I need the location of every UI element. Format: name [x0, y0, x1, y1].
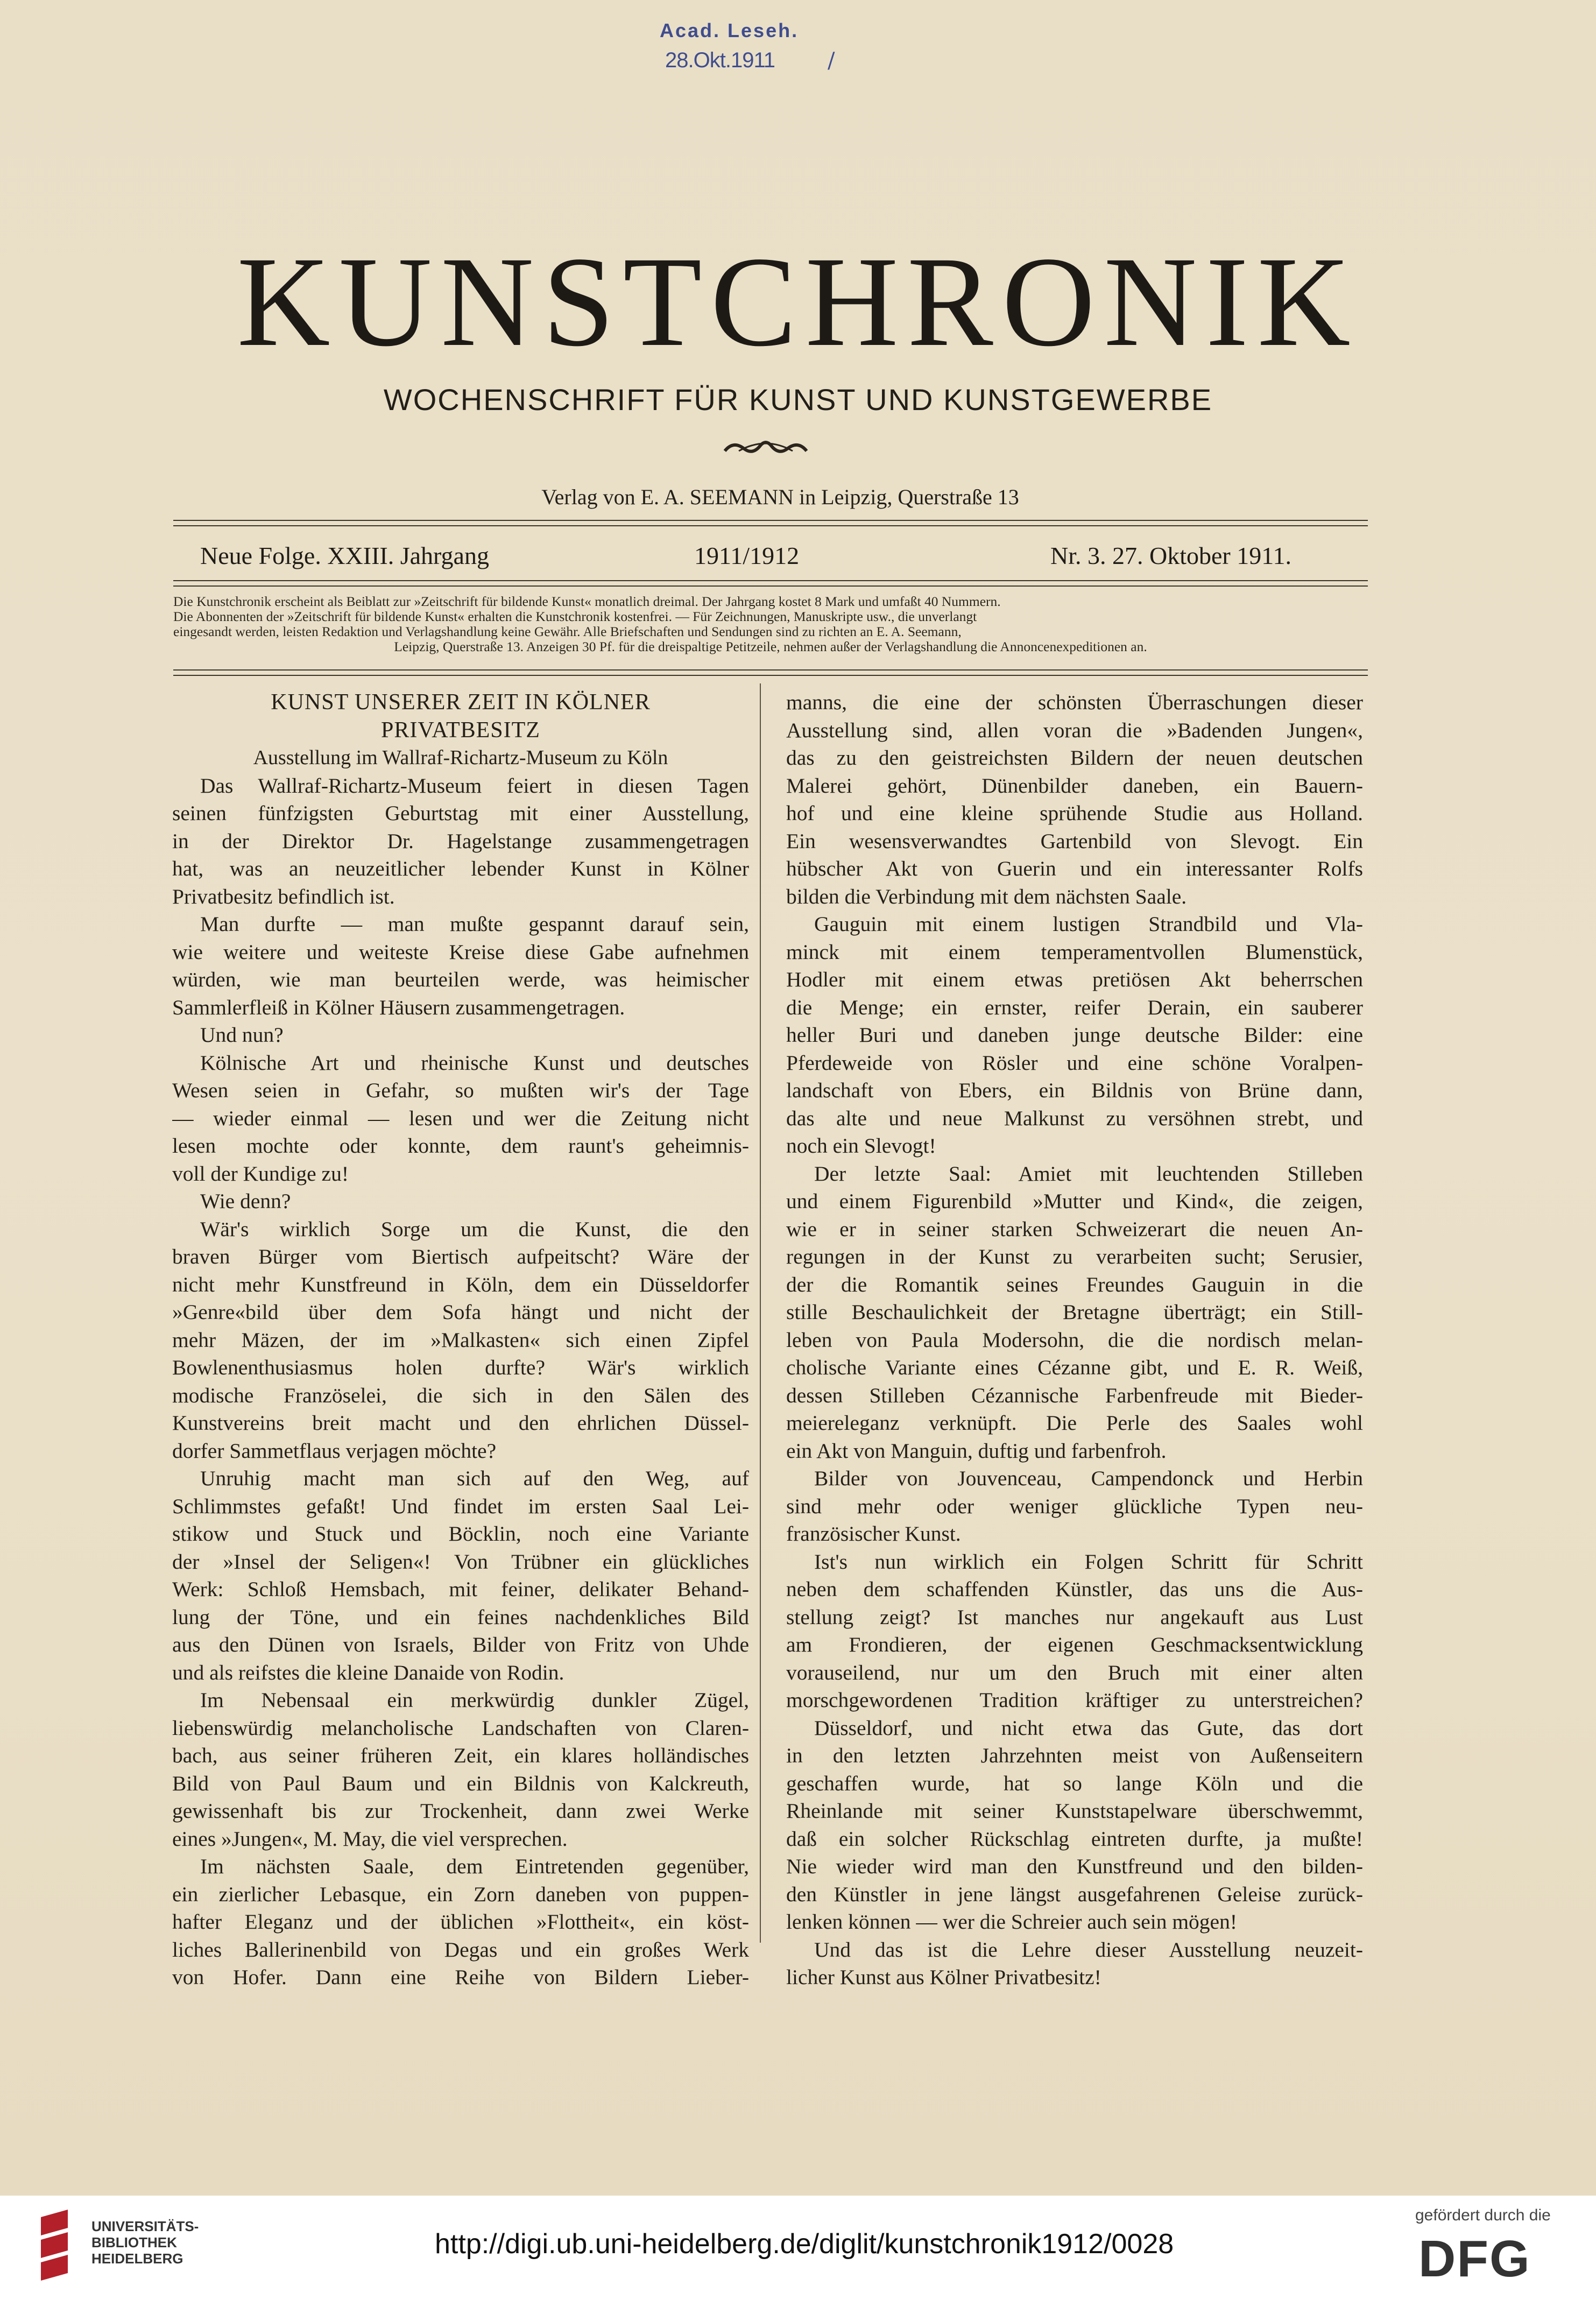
text-line: liches Ballerinenbild von Degas und ein großes Werk [172, 1937, 749, 1962]
text-line: Düsseldorf, und nicht etwa das Gute, das dort [814, 1716, 1363, 1740]
text-line: französischer Kunst. [786, 1522, 961, 1546]
text-line: Privatbesitz befindlich ist. [172, 884, 395, 908]
text-line: braven Bürger vom Biertisch aufpeitscht? Wäre der [172, 1245, 749, 1268]
text-line: stellung zeigt? Ist manches nur angekauft aus Lust [786, 1605, 1363, 1629]
text-line: manns, die eine der schönsten Überraschungen dieser [786, 690, 1363, 714]
text-line: hof und eine kleine sprühende Studie aus Holland. [786, 801, 1363, 825]
rule [173, 669, 1368, 671]
issue-years: 1911/1912 [694, 542, 800, 569]
text-line: Das Wallraf-Richartz-Museum feiert in diesen Tagen [200, 773, 749, 798]
notice-line: Leipzig, Querstraße 13. Anzeigen 30 Pf. für die dreispaltige Petitzeile, nehmen außer der Verlagshandlung die Annoncenexpeditionen an. [394, 639, 1147, 654]
text-line: nicht mehr Kunstfreund in Köln, dem ein Düsseldorfer [172, 1272, 749, 1296]
text-line: morschgewordenen Tradition kräftiger zu unterstreichen? [786, 1688, 1363, 1712]
text-line: gewissenhaft bis zur Trockenheit, dann zwei Werke [172, 1799, 749, 1823]
text-line: lenken können — wer die Schreier auch sein mögen! [786, 1910, 1237, 1934]
text-line: Kölnische Art und rheinische Kunst und deutsches [200, 1050, 749, 1075]
text-line: ein zierlicher Lebasque, ein Zorn daneben von puppen- [172, 1882, 749, 1906]
text-line: Pferdeweide von Rösler und eine schöne Voralpen- [786, 1050, 1363, 1075]
notice-line: eingesandt werden, leisten Redaktion und Verlagshandlung keine Gewähr. Alle Briefschaften und Sendungen sind zu richten an E. A. Seemann, [173, 624, 962, 639]
rule [173, 585, 1368, 587]
text-line: sind mehr oder weniger glückliche Typen neu- [786, 1494, 1363, 1518]
text-line: neben dem schaffenden Künstler, das uns die Aus- [786, 1577, 1363, 1601]
text-line: meiereleganz verknüpft. Die Perle des Saales wohl [786, 1411, 1363, 1435]
text-line: Wär's wirklich Sorge um die Kunst, die den [200, 1217, 749, 1241]
subscription-notice [173, 594, 1368, 654]
library-stamp-mark: / [828, 48, 835, 73]
text-line: in den letzten Jahrzehnten meist von Außenseitern [786, 1744, 1363, 1767]
library-name [91, 2218, 199, 2267]
text-line: stille Beschaulichkeit der Bretagne überträgt; ein Still- [786, 1300, 1363, 1324]
left-column [172, 689, 749, 1992]
text-line: Gauguin mit einem lustigen Strandbild und Vla- [814, 912, 1363, 936]
text-line: Und das ist die Lehre dieser Ausstellung neuzeit- [814, 1937, 1363, 1962]
text-line: würden, wie man beurteilen werde, was heimischer [172, 968, 749, 991]
text-line: hat, was an neuzeitlicher lebender Kunst in Kölner [172, 857, 749, 880]
text-line: und als reifstes die kleine Danaide von Rodin. [172, 1660, 564, 1684]
text-line: Bilder von Jouvenceau, Campendonck und Herbin [814, 1466, 1363, 1490]
text-line: Der letzte Saal: Amiet mit leuchtenden Stilleben [814, 1161, 1363, 1186]
text-line: vorauseilend, nur um den Bruch mit einer alten [786, 1660, 1363, 1684]
text-line: Unruhig macht man sich auf den Weg, auf [200, 1466, 749, 1490]
text-line: lesen mochte oder konnte, dem raunt's geheimnis- [172, 1134, 749, 1158]
text-line: hafter Eleganz und der üblichen »Flottheit«, ein köst- [172, 1910, 749, 1934]
text-line: die Menge; ein ernster, reifer Derain, ein sauberer [786, 995, 1363, 1019]
university-library-logo-icon [36, 2206, 80, 2282]
ornament-icon [723, 435, 809, 458]
text-line: mehr Mäzen, der im »Malkasten« sich einen Zipfel [172, 1328, 749, 1352]
text-line: Sammlerfleiß in Kölner Häusern zusammengetragen. [172, 995, 625, 1019]
text-line: landschaft von Ebers, ein Bildnis von Brüne dann, [786, 1078, 1363, 1102]
rule [173, 580, 1368, 581]
journal-subtitle: WOCHENSCHRIFT FÜR KUNST UND KUNSTGEWERBE [383, 383, 1213, 417]
text-line: aus den Dünen von Israels, Bilder von Fritz von Uhde [172, 1633, 749, 1656]
text-line: Wesen seien in Gefahr, so mußten wir's der Tage [172, 1078, 749, 1102]
text-line: noch ein Slevogt! [786, 1134, 936, 1158]
text-line: modische Französelei, die sich in den Sälen des [172, 1383, 749, 1407]
text-line: Schlimmstes gefaßt! Und findet im ersten Saal Lei- [172, 1494, 749, 1518]
text-line: liebenswürdig melancholische Landschaften von Claren- [172, 1716, 749, 1740]
text-line: »Genre«bild über dem Sofa hängt und nicht der [172, 1300, 749, 1324]
text-line: leben von Paula Modersohn, die die nordisch melan- [786, 1328, 1363, 1352]
column-divider [760, 683, 761, 1943]
text-line: wie weitere und weiteste Kreise diese Gabe aufnehmen [172, 940, 749, 964]
text-line: und einem Figurenbild »Mutter und Kind«, die zeigen, [786, 1189, 1363, 1213]
rule [173, 525, 1368, 526]
text-line: Wie denn? [200, 1189, 291, 1213]
text-line: den Künstler in jene längst ausgefahrenen Geleise zurück- [786, 1882, 1363, 1906]
text-line: ein Akt von Manguin, duftig und farbenfroh. [786, 1438, 1167, 1463]
text-line: heller Buri und daneben junge deutsche Bilder: eine [786, 1023, 1363, 1047]
text-line: Man durfte — man mußte gespannt darauf sein, [200, 912, 749, 936]
library-stamp-text: Acad. Leseh. [660, 19, 799, 41]
text-line: Bild von Paul Baum und ein Bildnis von Kalckreuth, [172, 1771, 749, 1795]
issue-number: Nr. 3. 27. Oktober 1911. [1050, 542, 1292, 569]
article-title: PRIVATBESITZ [381, 717, 540, 743]
text-line: wie er in seiner starken Schweizerart die neuen An- [786, 1217, 1363, 1241]
article-title: KUNST UNSERER ZEIT IN KÖLNER [271, 690, 651, 715]
text-line: Rheinlande mit seiner Kunststapelware überschwemmt, [786, 1799, 1363, 1823]
text-line: eines »Jungen«, M. May, die viel versprechen. [172, 1826, 568, 1851]
library-name-line: BIBLIOTHEK [91, 2234, 177, 2250]
publisher-line: Verlag von E. A. SEEMANN in Leipzig, Querstraße 13 [541, 485, 1019, 509]
text-line: Im Nebensaal ein merkwürdig dunkler Zügel, [200, 1688, 749, 1712]
text-line: Ausstellung sind, allen voran die »Badenden Jungen«, [786, 718, 1363, 742]
issue-series: Neue Folge. XXIII. Jahrgang [200, 542, 489, 569]
permalink-url[interactable]: http://digi.ub.uni-heidelberg.de/diglit/kunstchronik1912/0028 [435, 2228, 1174, 2260]
library-stamp-date: 28.Okt.1911 [665, 48, 775, 72]
text-line: Im nächsten Saale, dem Eintretenden gegenüber, [200, 1854, 749, 1878]
text-line: in der Direktor Dr. Hagelstange zusammengetragen [172, 829, 749, 853]
text-line: hübscher Akt von Guerin und ein interessanter Rolfs [786, 857, 1363, 880]
text-line: Hodler mit einem etwas pretiösen Akt beherrschen [786, 968, 1363, 991]
text-line: minck mit einem temperamentvollen Blumenstück, [786, 940, 1363, 964]
journal-title: KUNSTCHRONIK [237, 230, 1359, 373]
text-line: Ist's nun wirklich ein Folgen Schritt für Schritt [814, 1549, 1363, 1574]
text-line: Malerei gehört, Dünenbilder daneben, ein Bauern- [786, 773, 1363, 798]
text-line: das zu den geistreichsten Bildern der neuen deutschen [786, 746, 1363, 770]
funding-label: gefördert durch die [1415, 2206, 1551, 2224]
rule [173, 520, 1368, 521]
library-name-line: HEIDELBERG [91, 2250, 183, 2267]
text-line: lung der Töne, und ein feines nachdenkliches Bild [172, 1605, 749, 1629]
text-line: dorfer Sammetflaus verjagen möchte? [172, 1438, 497, 1463]
text-line: Bowlenenthusiasmus holen durfte? Wär's wirklich [172, 1356, 749, 1379]
library-name-line: UNIVERSITÄTS- [91, 2218, 199, 2234]
text-line: — wieder einmal — lesen und wer die Zeitung nicht [172, 1106, 749, 1130]
text-line: geschaffen wurde, hat so lange Köln und die [786, 1771, 1363, 1795]
text-line: Ein wesensverwandtes Gartenbild von Slevogt. Ein [786, 829, 1363, 853]
text-line: voll der Kundige zu! [172, 1161, 349, 1186]
text-line: dessen Stilleben Cézannische Farbenfreude mit Bieder- [786, 1383, 1363, 1407]
text-line: licher Kunst aus Kölner Privatbesitz! [786, 1965, 1101, 1989]
rule [173, 675, 1368, 676]
text-line: stikow und Stuck und Böcklin, noch eine Variante [172, 1522, 749, 1546]
right-column [786, 689, 1363, 1992]
notice-line: Die Kunstchronik erscheint als Beiblatt zur »Zeitschrift für bildende Kunst« monatlich dreimal. Der Jahrgang kostet 8 Mark und umfaßt 40 Nummern. [173, 594, 1001, 609]
text-line: regungen in der Kunst zu verarbeiten sucht; Serusier, [786, 1245, 1363, 1268]
text-line: bach, aus seiner früheren Zeit, ein klares holländisches [172, 1744, 749, 1767]
text-line: das alte und neue Malkunst zu versöhnen strebt, und [786, 1106, 1363, 1130]
text-line: Kunstvereins breit macht und den ehrlichen Düssel- [172, 1411, 749, 1435]
text-line: Nie wieder wird man den Kunstfreund und den bilden- [786, 1854, 1363, 1878]
text-line: der die Romantik seines Freundes Gauguin in die [786, 1272, 1363, 1296]
text-line: Werk: Schloß Hemsbach, mit feiner, delikater Behand- [172, 1577, 749, 1601]
notice-line: Die Abonnenten der »Zeitschrift für bildende Kunst« erhalten die Kunstchronik kostenfrei. — Für Zeichnungen, Manuskripte usw., die unverlangt [173, 609, 977, 624]
dfg-logo: DFG [1418, 2230, 1531, 2288]
text-line: cholische Variante eines Cézanne gibt, und E. R. Weiß, [786, 1356, 1363, 1379]
article-subtitle: Ausstellung im Wallraf-Richartz-Museum zu Köln [253, 746, 668, 769]
text-line: Und nun? [200, 1023, 284, 1047]
text-line: am Frondieren, der eigenen Geschmacksentwicklung [786, 1633, 1363, 1656]
text-line: daß ein solcher Rückschlag eintreten durfte, ja mußte! [786, 1826, 1363, 1851]
text-line: seinen fünfzigsten Geburtstag mit einer Ausstellung, [172, 801, 749, 825]
text-line: der »Insel der Seligen«! Von Trübner ein glückliches [172, 1549, 749, 1574]
text-line: von Hofer. Dann eine Reihe von Bildern Lieber- [172, 1965, 749, 1989]
text-line: bilden die Verbindung mit dem nächsten Saale. [786, 884, 1187, 908]
